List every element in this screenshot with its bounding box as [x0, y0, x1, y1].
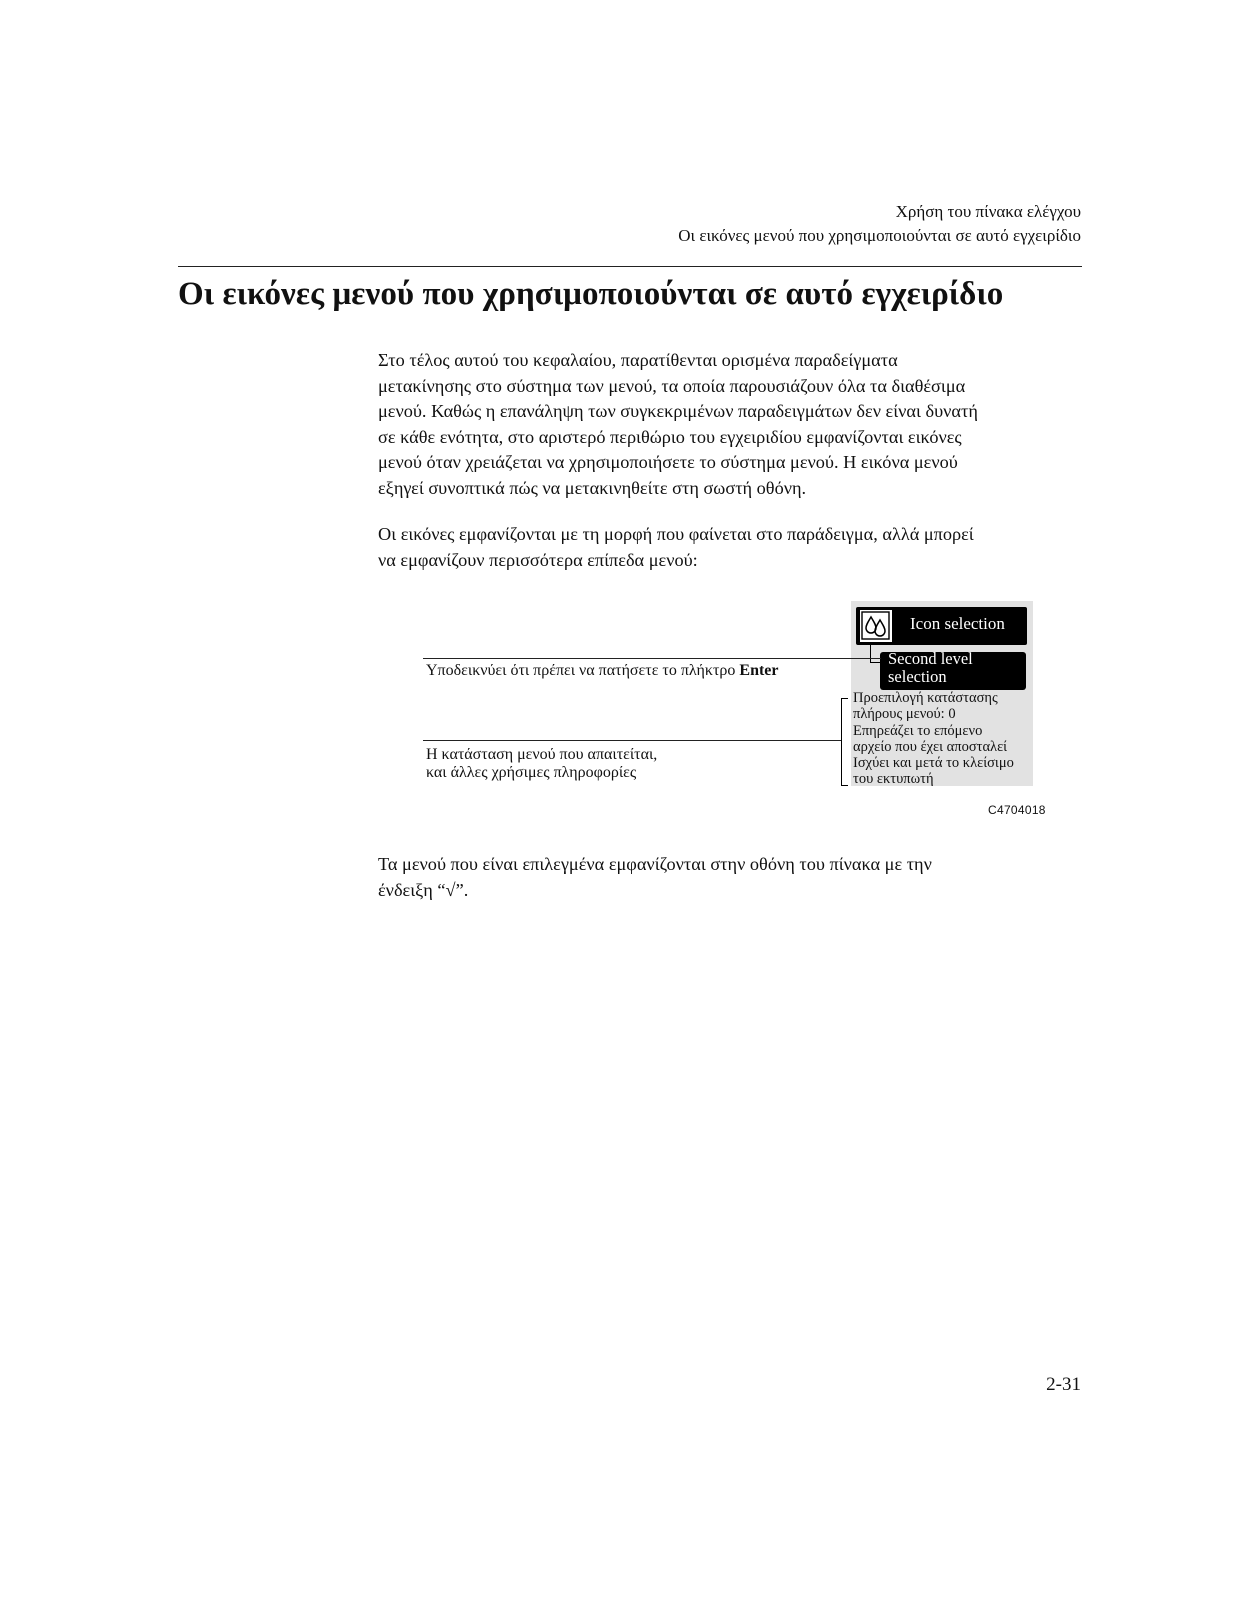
header-section: Οι εικόνες μενού που χρησιμοποιούνται σε αυτό εγχειρίδιο [678, 226, 1081, 245]
status-bracket [841, 698, 848, 786]
text-line: να εμφανίζουν περισσότερα επίπεδα μενού: [378, 549, 698, 570]
text-line: Τα μενού που είναι επιλεγμένα εμφανίζονται στην οθόνη του πίνακα με την [378, 854, 932, 874]
text-line: εξηγεί συνοπτικά πώς να μετακινηθείτε στη σωστή οθόνη. [378, 477, 807, 498]
text-line: Στο τέλος αυτού του κεφαλαίου, παρατίθενται ορισμένα παραδείγματα [378, 350, 898, 370]
header-chapter: Χρήση του πίνακα ελέγχου [895, 202, 1081, 221]
text-line: μετακίνησης στο σύστημα των μενού, τα οποία παρουσιάζουν όλα τα διαθέσιμα [378, 375, 966, 396]
status-line: Επηρεάζει το επόμενο [853, 722, 983, 739]
text-line: σε κάθε ενότητα, στο αριστερό περιθώριο του εγχειριδίου εμφανίζονται εικόνες [378, 426, 962, 447]
callout-line-enter [423, 658, 881, 659]
status-line: Ισχύει και μετά το κλείσιμο [853, 755, 1014, 772]
header-rule [178, 266, 1082, 267]
running-header [678, 200, 1081, 248]
paragraph-intro [378, 348, 1088, 501]
status-line: αρχείο που έχει αποσταλεί [853, 738, 1008, 755]
text-line: και άλλες χρήσιμες πληροφορίες [426, 764, 637, 781]
page-title: Οι εικόνες μενού που χρησιμοποιούνται σε αυτό εγχειρίδιο [178, 276, 1004, 312]
status-line: Προεπιλογή κατάστασης [853, 690, 998, 706]
callout-status [426, 746, 657, 782]
menu-status-info [853, 690, 1014, 788]
text-line: Second level [888, 649, 973, 668]
text-line: Η κατάσταση μενού που απαιτείται, [426, 746, 658, 763]
ink-drops-icon [860, 610, 892, 642]
paragraph-selected [378, 852, 1088, 903]
text-line: ένδειξη “√”. [378, 879, 469, 900]
text-line: μενού όταν χρειάζεται να χρησιμοποιήσετε το σύστημα μενού. Η εικόνα μενού [378, 452, 958, 472]
status-line: πλήρους μενού: 0 [853, 706, 956, 723]
callout-enter [426, 662, 779, 680]
text-line: selection [888, 667, 947, 686]
icon-selection-label: Icon selection [910, 614, 1005, 633]
paragraph-icons [378, 522, 1088, 573]
enter-key-label: Enter [739, 662, 779, 679]
text-line: Οι εικόνες εμφανίζονται με τη μορφή που φαίνεται στο παράδειγμα, αλλά μπορεί [378, 524, 974, 544]
callout-text: Υποδεικνύει ότι πρέπει να πατήσετε το πλήκτρο [426, 662, 740, 679]
page-number: 2-31 [1046, 1374, 1081, 1395]
second-level-label [888, 650, 1018, 686]
figure-code: C4704018 [988, 803, 1046, 817]
callout-line-status [423, 740, 841, 741]
text-line: μενού. Καθώς η επανάληψη των συγκεκριμένων παραδειγμάτων δεν είναι δυνατή [378, 401, 978, 421]
status-line: του εκτυπωτή [853, 771, 934, 788]
